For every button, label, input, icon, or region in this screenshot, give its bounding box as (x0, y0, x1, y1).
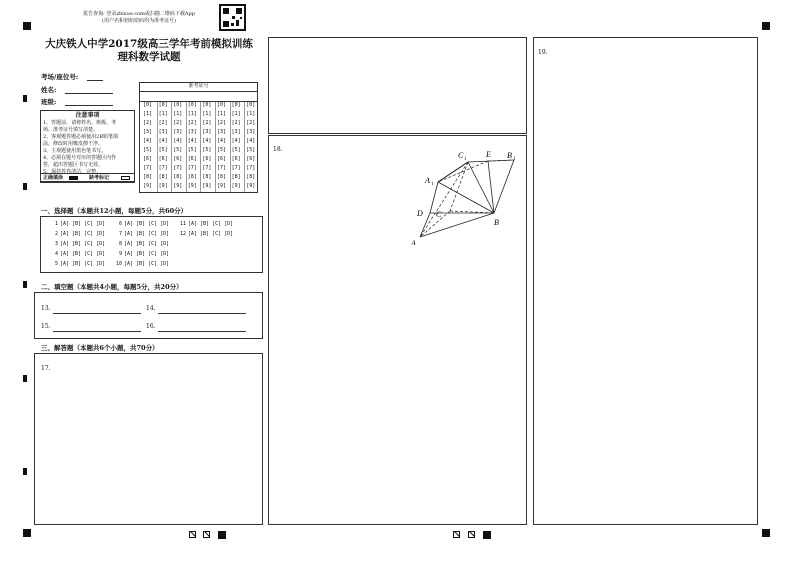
exam-id-digit-bubble[interactable]: [6] (246, 156, 256, 162)
vertex-subscript: 1 (464, 157, 467, 162)
timing-mark (23, 281, 27, 288)
exam-id-digit-bubble[interactable]: [9] (173, 183, 183, 189)
choice-question-row[interactable] (113, 231, 169, 237)
vertex-label: A (425, 176, 430, 185)
exam-id-digit-bubble[interactable]: [2] (246, 120, 256, 126)
choice-question-row[interactable] (113, 261, 169, 267)
choice-bubbles[interactable]: [A] [B] [C] [D] (124, 251, 170, 257)
question-number: 8 (118, 241, 122, 247)
exam-id-digit-bubble[interactable]: [3] (143, 129, 153, 135)
note-line: 4、必须在题号对应的答题区内作 (43, 155, 117, 161)
exam-id-digit-bubble[interactable]: [7] (246, 165, 256, 171)
choice-bubbles[interactable]: [A] [B] [C] [D] (60, 221, 106, 227)
page-mark-slash (203, 531, 210, 538)
note-line: 2、客观题答题必须使用2B铅笔填 (43, 134, 119, 140)
exam-id-digit-bubble[interactable]: [1] (173, 111, 183, 117)
choice-question-row[interactable] (49, 241, 105, 247)
exam-id-digit-bubble[interactable]: [5] (217, 147, 227, 153)
exam-id-digit-bubble[interactable]: [8] (217, 174, 227, 180)
section3-heading: 三、解答题（本题共6个小题，共70分） (41, 344, 159, 352)
question-number: 2 (54, 231, 58, 237)
exam-id-digit-bubble[interactable]: [9] (231, 183, 241, 189)
page-mark-slash (453, 531, 460, 538)
vertex-label: E (486, 150, 491, 159)
choice-bubbles[interactable]: [A] [B] [C] [D] (124, 231, 170, 237)
question-number: 5 (54, 261, 58, 267)
note-line: 场、准考证号填写清楚。 (43, 127, 99, 133)
exam-id-digit-bubble[interactable]: [3] (187, 129, 197, 135)
vertex-label: C (458, 151, 464, 160)
exam-id-digit-bubble[interactable]: [4] (202, 138, 212, 144)
choice-question-row[interactable] (177, 221, 233, 227)
exam-id-write-row[interactable] (140, 92, 257, 102)
q14-answer-line[interactable] (158, 313, 246, 314)
exam-id-digit-bubble[interactable]: [7] (143, 165, 153, 171)
exam-id-digit-bubble[interactable]: [0] (217, 102, 227, 108)
corner-mark-bottom-right (762, 529, 770, 537)
q15-label: 15. (41, 323, 51, 330)
exam-id-digit-bubble[interactable]: [4] (173, 138, 183, 144)
report-line-1: 报告查询: 登录zhixue.com或扫描二维码下载App (83, 11, 195, 17)
q13-label: 13. (41, 305, 51, 312)
exam-id-digit-bubble[interactable]: [2] (143, 120, 153, 126)
exam-id-digit-bubble[interactable]: [2] (202, 120, 212, 126)
choice-question-row[interactable] (113, 221, 169, 227)
choice-bubbles[interactable]: [A] [B] [C] [D] (188, 231, 234, 237)
exam-id-digit-bubble[interactable]: [5] (231, 147, 241, 153)
exam-id-digit-bubble[interactable]: [5] (202, 147, 212, 153)
exam-id-digit-bubble[interactable]: [9] (217, 183, 227, 189)
exam-id-digit-bubble[interactable]: [9] (246, 183, 256, 189)
vertex-label: B (507, 151, 512, 160)
choice-bubbles[interactable]: [A] [B] [C] [D] (60, 251, 106, 257)
q14-label: 14. (146, 305, 156, 312)
exam-id-digit-bubble[interactable]: [3] (202, 129, 212, 135)
report-query-text (60, 11, 218, 25)
exam-id-digit-bubble[interactable]: [0] (187, 102, 197, 108)
choice-question-row[interactable] (49, 261, 105, 267)
timing-mark (23, 183, 27, 190)
prism-figure (410, 145, 520, 245)
exam-id-digit-bubble[interactable]: [7] (158, 165, 168, 171)
exam-id-digit-bubble[interactable]: [7] (173, 165, 183, 171)
vertex-label: D (417, 209, 423, 218)
exam-id-digit-bubble[interactable]: [1] (187, 111, 197, 117)
exam-id-bubbles[interactable] (140, 102, 257, 192)
exam-id-label: 准考证号 (140, 83, 257, 92)
q17-answer-box[interactable] (34, 353, 263, 525)
exam-id-column[interactable] (230, 102, 245, 192)
question-number: 7 (118, 231, 122, 237)
name-label: 姓名: (41, 86, 57, 94)
exam-id-digit-bubble[interactable]: [8] (158, 174, 168, 180)
exam-id-digit-bubble[interactable]: [9] (202, 183, 212, 189)
exam-id-digit-bubble[interactable]: [1] (202, 111, 212, 117)
exam-id-digit-bubble[interactable]: [1] (143, 111, 153, 117)
timing-mark (23, 95, 27, 102)
qr-code[interactable] (219, 4, 246, 31)
exam-id-digit-bubble[interactable]: [6] (231, 156, 241, 162)
q16-answer-line[interactable] (158, 331, 246, 332)
exam-id-column[interactable] (157, 102, 172, 192)
seat-field[interactable] (41, 72, 103, 81)
choice-question-row[interactable] (177, 231, 233, 237)
exam-id-digit-bubble[interactable]: [0] (158, 102, 168, 108)
exam-id-digit-bubble[interactable]: [2] (217, 120, 227, 126)
exam-id-digit-bubble[interactable]: [4] (217, 138, 227, 144)
question-number: 11 (179, 221, 186, 227)
corner-mark-top-left (23, 22, 31, 30)
page-mark-slash (189, 531, 196, 538)
absent-mark-label: 缺考标记 (89, 175, 110, 181)
question-number: 6 (118, 221, 122, 227)
question-number: 1 (54, 221, 58, 227)
notes-box (40, 110, 135, 182)
report-line-2: (用户名和初始密码均为准考证号) (102, 18, 176, 24)
fill-legend-box (40, 173, 135, 183)
correct-fill-sample (69, 176, 78, 180)
timing-mark (23, 375, 27, 382)
exam-id-digit-bubble[interactable]: [6] (202, 156, 212, 162)
exam-id-digit-bubble[interactable]: [7] (187, 165, 197, 171)
vertex-label: B (494, 218, 499, 227)
class-label: 班级: (41, 98, 57, 106)
choice-bubbles[interactable]: [A] [B] [C] [D] (124, 221, 170, 227)
seat-label: 考场/座位号: (41, 73, 79, 81)
class-input-line[interactable] (65, 98, 113, 106)
vertex-label: C (436, 210, 442, 219)
exam-id-digit-bubble[interactable]: [2] (173, 120, 183, 126)
exam-id-digit-bubble[interactable]: [2] (187, 120, 197, 126)
exam-id-column[interactable] (200, 102, 215, 192)
exam-id-digit-bubble[interactable]: [1] (246, 111, 256, 117)
corner-mark-top-right (762, 22, 770, 30)
exam-id-digit-bubble[interactable]: [0] (202, 102, 212, 108)
exam-id-digit-bubble[interactable]: [4] (231, 138, 241, 144)
q13-answer-line[interactable] (53, 313, 141, 314)
exam-id-digit-bubble[interactable]: [6] (187, 156, 197, 162)
exam-id-digit-bubble[interactable]: [5] (173, 147, 183, 153)
absent-mark-checkbox[interactable] (121, 176, 130, 180)
exam-id-digit-bubble[interactable]: [7] (217, 165, 227, 171)
page-mark-solid (483, 531, 491, 539)
exam-id-box (139, 82, 258, 193)
exam-id-digit-bubble[interactable]: [6] (143, 156, 153, 162)
choice-question-row[interactable] (113, 241, 169, 247)
note-line: 3、主观题使用黑色笔书写。 (43, 148, 107, 154)
note-line: 1、答题前，请将姓名、班级、考 (43, 120, 117, 126)
q19-label: 19. (538, 49, 548, 56)
exam-id-digit-bubble[interactable]: [3] (173, 129, 183, 135)
exam-id-column[interactable] (186, 102, 201, 192)
seat-input-line[interactable] (87, 73, 103, 81)
exam-id-digit-bubble[interactable]: [8] (246, 174, 256, 180)
question-number: 10 (115, 261, 122, 267)
exam-id-digit-bubble[interactable]: [7] (231, 165, 241, 171)
title-line-1: 大庆铁人中学2017级高三学年考前模拟训练 (45, 38, 253, 50)
exam-id-digit-bubble[interactable]: [4] (187, 138, 197, 144)
exam-id-digit-bubble[interactable]: [8] (202, 174, 212, 180)
exam-id-digit-bubble[interactable]: [0] (246, 102, 256, 108)
corner-mark-bottom-left (23, 529, 31, 537)
exam-id-digit-bubble[interactable]: [0] (173, 102, 183, 108)
exam-title (30, 38, 268, 64)
exam-id-digit-bubble[interactable]: [3] (231, 129, 241, 135)
note-line: 涂，修改时用橡皮擦干净。 (43, 141, 104, 147)
q16-label: 16. (146, 323, 156, 330)
correct-fill-label: 正确填涂 (43, 175, 64, 181)
exam-id-digit-bubble[interactable]: [3] (158, 129, 168, 135)
exam-id-digit-bubble[interactable]: [9] (187, 183, 197, 189)
timing-mark (23, 468, 27, 475)
exam-id-digit-bubble[interactable]: [1] (158, 111, 168, 117)
exam-id-column[interactable] (171, 102, 186, 192)
choice-bubbles[interactable]: [A] [B] [C] [D] (124, 261, 170, 267)
exam-id-digit-bubble[interactable]: [6] (158, 156, 168, 162)
exam-id-digit-bubble[interactable]: [9] (158, 183, 168, 189)
exam-id-digit-bubble[interactable]: [3] (246, 129, 256, 135)
exam-id-column[interactable] (215, 102, 230, 192)
question-number: 4 (54, 251, 58, 257)
vertex-subscript: 1 (431, 182, 434, 187)
exam-id-digit-bubble[interactable]: [8] (143, 174, 153, 180)
title-line-2: 理科数学试题 (117, 51, 181, 63)
name-input-line[interactable] (65, 86, 113, 94)
page-mark-slash (468, 531, 475, 538)
exam-id-digit-bubble[interactable]: [1] (231, 111, 241, 117)
q18-label: 18. (273, 146, 283, 153)
name-field[interactable] (41, 85, 113, 94)
question-number: 9 (118, 251, 122, 257)
choice-bubbles[interactable]: [A] [B] [C] [D] (124, 241, 170, 247)
q15-answer-line[interactable] (53, 331, 141, 332)
note-line: 5、保持答卷清洁、完整。 (43, 169, 102, 175)
exam-id-digit-bubble[interactable]: [9] (143, 183, 153, 189)
choice-question-row[interactable] (49, 251, 105, 257)
choice-question-row[interactable] (113, 251, 169, 257)
choice-question-row[interactable] (49, 221, 105, 227)
section2-heading: 二、填空题（本题共4小题，每题5分，共20分） (41, 283, 183, 291)
notes-title: 注意事项 (75, 112, 100, 119)
exam-id-digit-bubble[interactable]: [4] (143, 138, 153, 144)
exam-id-column[interactable] (142, 102, 156, 192)
exam-id-digit-bubble[interactable]: [0] (231, 102, 241, 108)
exam-id-digit-bubble[interactable]: [6] (173, 156, 183, 162)
note-line: 答，超出答题区书写无效。 (43, 162, 104, 168)
fill-blank-box (34, 292, 263, 339)
question-number: 3 (54, 241, 58, 247)
exam-id-digit-bubble[interactable]: [6] (217, 156, 227, 162)
q19-answer-box[interactable] (533, 37, 758, 525)
exam-id-digit-bubble[interactable]: [5] (158, 147, 168, 153)
page-mark-solid (218, 531, 226, 539)
exam-id-digit-bubble[interactable]: [3] (217, 129, 227, 135)
middle-top-answer-box[interactable] (268, 37, 527, 134)
exam-id-digit-bubble[interactable]: [0] (143, 102, 153, 108)
exam-id-digit-bubble[interactable]: [5] (246, 147, 256, 153)
choice-bubble-grid[interactable] (41, 217, 262, 272)
exam-id-digit-bubble[interactable]: [2] (231, 120, 241, 126)
notes-list (41, 120, 134, 176)
choice-bubbles[interactable]: [A] [B] [C] [D] (188, 221, 234, 227)
exam-id-digit-bubble[interactable]: [2] (158, 120, 168, 126)
exam-id-digit-bubble[interactable]: [5] (187, 147, 197, 153)
exam-id-digit-bubble[interactable]: [7] (202, 165, 212, 171)
exam-id-column[interactable] (244, 102, 259, 192)
exam-id-digit-bubble[interactable]: [4] (246, 138, 256, 144)
class-field[interactable] (41, 97, 113, 106)
choice-question-row[interactable] (49, 231, 105, 237)
choice-answer-box (40, 216, 263, 273)
choice-bubbles[interactable]: [A] [B] [C] [D] (60, 261, 106, 267)
choice-bubbles[interactable]: [A] [B] [C] [D] (60, 231, 106, 237)
vertex-subscript: 1 (513, 157, 516, 162)
exam-id-digit-bubble[interactable]: [5] (143, 147, 153, 153)
exam-id-digit-bubble[interactable]: [1] (217, 111, 227, 117)
section1-heading: 一、选择题（本题共12小题，每题5分，共60分） (41, 207, 188, 215)
choice-bubbles[interactable]: [A] [B] [C] [D] (60, 241, 106, 247)
question-number: 12 (179, 231, 186, 237)
exam-id-digit-bubble[interactable]: [4] (158, 138, 168, 144)
vertex-label: A (411, 239, 416, 245)
exam-id-digit-bubble[interactable]: [8] (173, 174, 183, 180)
exam-id-digit-bubble[interactable]: [8] (187, 174, 197, 180)
exam-id-digit-bubble[interactable]: [8] (231, 174, 241, 180)
q17-label: 17. (41, 365, 51, 372)
